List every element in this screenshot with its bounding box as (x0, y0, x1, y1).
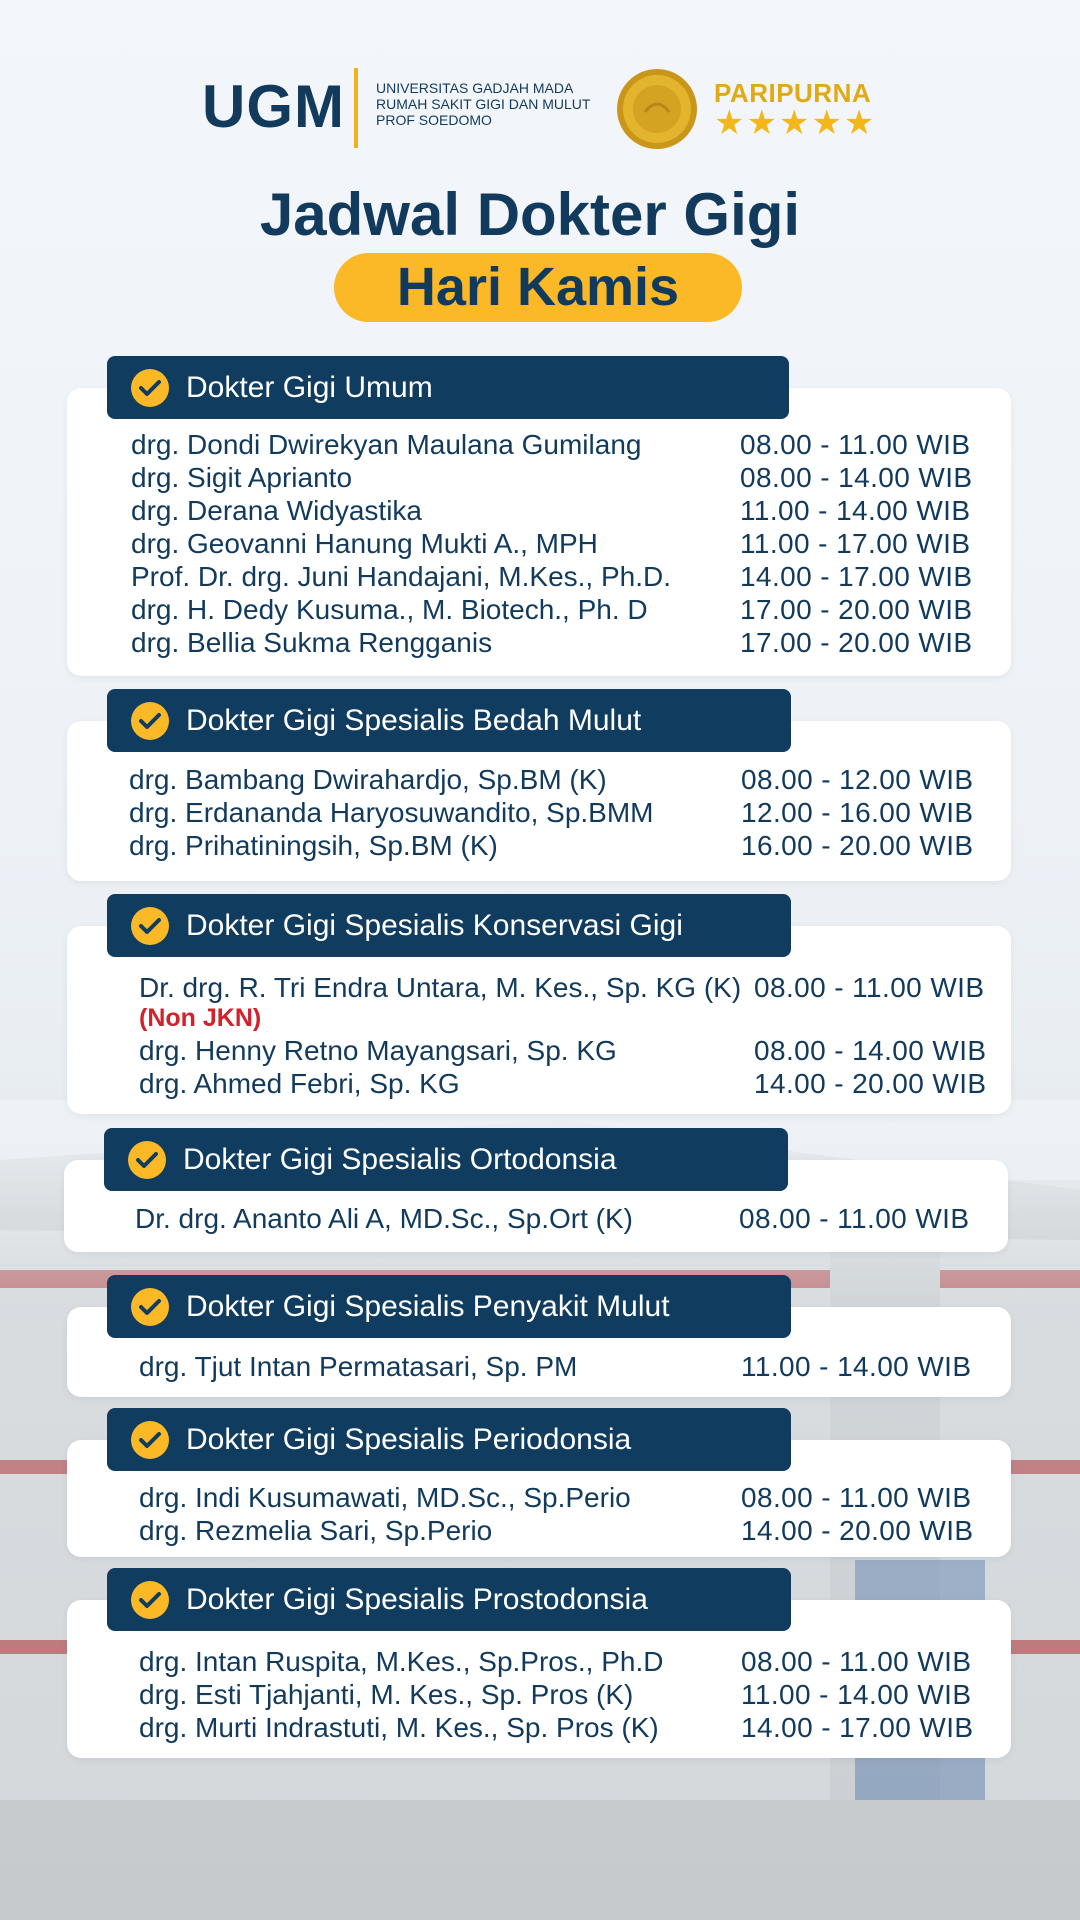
doctor-time: 08.00 - 14.00 WIB (740, 462, 973, 493)
doctor-time: 14.00 - 17.00 WIB (741, 1712, 974, 1743)
doctor-time: 11.00 - 14.00 WIB (741, 1679, 972, 1710)
accreditation-label: PARIPURNA (714, 78, 872, 108)
doctor-time: 17.00 - 20.00 WIB (740, 627, 973, 658)
doctor-name: drg. Derana Widyastika (131, 495, 423, 526)
section-header-penyakit-mulut: Dokter Gigi Spesialis Penyakit Mulut (107, 1275, 791, 1338)
doctor-name: drg. Erdananda Haryosuwandito, Sp.BMM (129, 797, 654, 828)
doctor-name: Dr. drg. Ananto Ali A, MD.Sc., Sp.Ort (K) (135, 1203, 633, 1234)
non-jkn-note: (Non JKN) (139, 1004, 262, 1032)
check-circle-icon (131, 1581, 169, 1619)
doctor-name: drg. Indi Kusumawati, MD.Sc., Sp.Perio (139, 1482, 631, 1513)
day-badge: Hari Kamis (334, 253, 742, 322)
doctor-name: drg. Esti Tjahjanti, M. Kes., Sp. Pros (K) (139, 1679, 634, 1710)
doctor-time: 08.00 - 12.00 WIB (741, 764, 974, 795)
doctor-name: drg. Sigit Aprianto (131, 462, 353, 493)
doctor-time: 14.00 - 17.00 WIB (740, 561, 973, 592)
check-circle-icon (131, 1288, 169, 1326)
section-header-bedah-mulut: Dokter Gigi Spesialis Bedah Mulut (107, 689, 791, 752)
check-circle-icon (128, 1141, 166, 1179)
doctor-time: 08.00 - 11.00 WIB (754, 972, 985, 1003)
section-header-prostodonsia: Dokter Gigi Spesialis Prostodonsia (107, 1568, 791, 1631)
rating-stars: ★★★★★ (714, 104, 877, 142)
doctor-time: 08.00 - 14.00 WIB (754, 1035, 987, 1066)
doctor-time: 11.00 - 14.00 WIB (741, 1351, 972, 1382)
doctor-name: drg. Intan Ruspita, M.Kes., Sp.Pros., Ph.D (139, 1646, 664, 1677)
doctor-time: 12.00 - 16.00 WIB (741, 797, 974, 828)
check-circle-icon (131, 1421, 169, 1459)
section-header-konservasi: Dokter Gigi Spesialis Konservasi Gigi (107, 894, 791, 957)
doctor-time: 08.00 - 11.00 WIB (740, 429, 971, 460)
doctor-time: 16.00 - 20.00 WIB (741, 830, 974, 861)
doctor-time: 17.00 - 20.00 WIB (740, 594, 973, 625)
doctor-time: 11.00 - 17.00 WIB (740, 528, 971, 559)
doctor-name: drg. Bambang Dwirahardjo, Sp.BM (K) (129, 764, 607, 795)
doctor-name: drg. Rezmelia Sari, Sp.Perio (139, 1515, 493, 1546)
doctor-name: drg. Bellia Sukma Rengganis (131, 627, 493, 658)
doctor-time: 14.00 - 20.00 WIB (741, 1515, 974, 1546)
doctor-name: drg. Dondi Dwirekyan Maulana Gumilang (131, 429, 642, 460)
doctor-time: 08.00 - 11.00 WIB (741, 1482, 972, 1513)
doctor-name: drg. H. Dedy Kusuma., M. Biotech., Ph. D (131, 594, 648, 625)
doctor-name: drg. Tjut Intan Permatasari, Sp. PM (139, 1351, 578, 1382)
section-header-ortodonsia: Dokter Gigi Spesialis Ortodonsia (104, 1128, 788, 1191)
check-circle-icon (131, 369, 169, 407)
logo-divider (354, 68, 358, 148)
doctor-name: drg. Ahmed Febri, Sp. KG (139, 1068, 460, 1099)
section-header-periodonsia: Dokter Gigi Spesialis Periodonsia (107, 1408, 791, 1471)
doctor-name: Dr. drg. R. Tri Endra Untara, M. Kes., Sp. KG (K) (139, 972, 742, 1003)
doctor-name: drg. Geovanni Hanung Mukti A., MPH (131, 528, 598, 559)
doctor-name: Prof. Dr. drg. Juni Handajani, M.Kes., Ph.D. (131, 561, 672, 592)
doctor-time: 08.00 - 11.00 WIB (739, 1203, 970, 1234)
doctor-time: 08.00 - 11.00 WIB (741, 1646, 972, 1677)
doctor-name: drg. Murti Indrastuti, M. Kes., Sp. Pros (K) (139, 1712, 659, 1743)
check-circle-icon (131, 702, 169, 740)
doctor-name: drg. Prihatiningsih, Sp.BM (K) (129, 830, 498, 861)
doctor-time: 11.00 - 14.00 WIB (740, 495, 971, 526)
check-circle-icon (131, 907, 169, 945)
doctor-time: 14.00 - 20.00 WIB (754, 1068, 987, 1099)
institution-name: UNIVERSITAS GADJAH MADA RUMAH SAKIT GIGI DAN MULUT PROF SOEDOMO (376, 80, 591, 128)
section-header-umum: Dokter Gigi Umum (107, 356, 789, 419)
page-title: Jadwal Dokter Gigi (259, 181, 801, 248)
doctor-name: drg. Henny Retno Mayangsari, Sp. KG (139, 1035, 617, 1066)
accreditation-medal-icon (616, 68, 698, 150)
ugm-logo: UGM (202, 73, 345, 140)
